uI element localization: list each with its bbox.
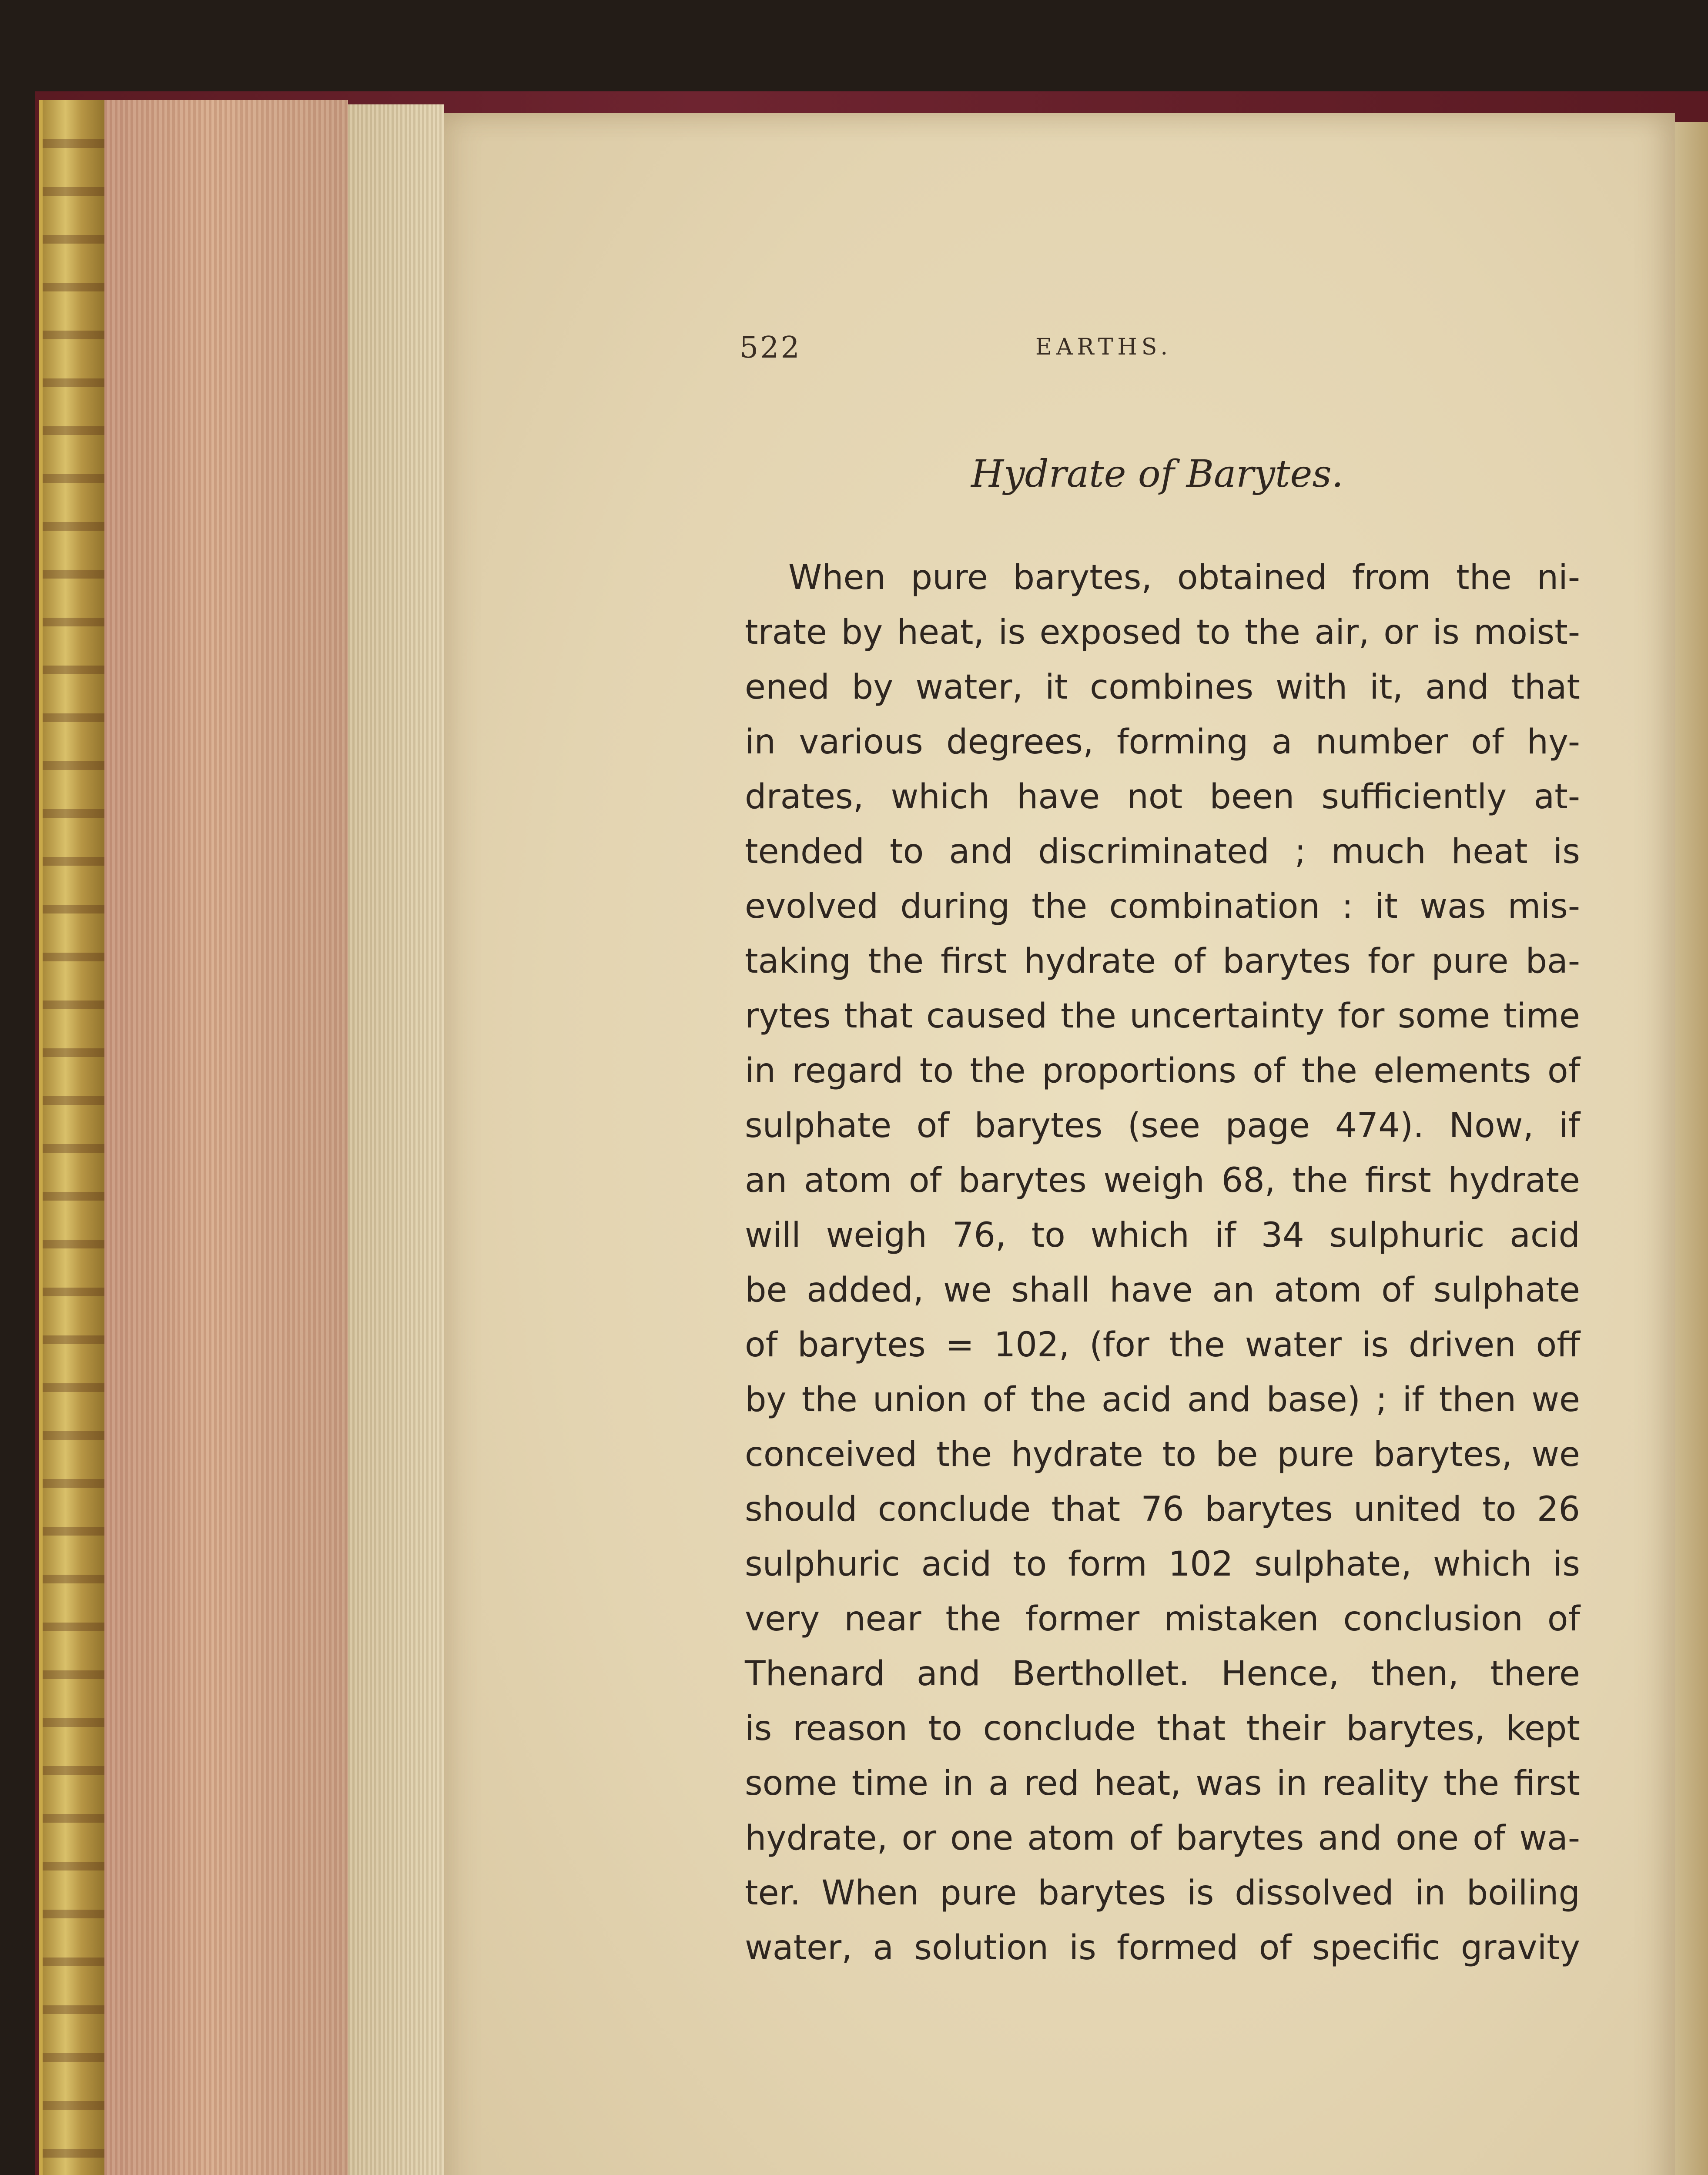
body-line: ened by water, it combines with it, and that bbox=[745, 668, 1580, 707]
body-line: is reason to conclude that their barytes, kept bbox=[745, 1709, 1580, 1748]
body-line: in various degrees, forming a number of hy- bbox=[745, 723, 1580, 762]
body-line: tended to and discriminated ; much heat is bbox=[745, 832, 1580, 871]
gilt-page-edge-decoration bbox=[39, 100, 108, 2175]
body-line: very near the former mistaken conclusion of bbox=[745, 1599, 1580, 1639]
body-line: Thenard and Berthollet. Hence, then, there bbox=[745, 1654, 1580, 1693]
running-head: EARTHS. bbox=[1035, 334, 1172, 360]
body-line: conceived the hydrate to be pure barytes, we bbox=[745, 1435, 1580, 1474]
page-block-edge bbox=[104, 100, 348, 2175]
body-line: by the union of the acid and base) ; if then we bbox=[745, 1380, 1580, 1419]
body-line: will weigh 76, to which if 34 sulphuric acid bbox=[745, 1216, 1580, 1255]
page-number: 522 bbox=[740, 331, 801, 365]
body-line: sulphuric acid to form 102 sulphate, which is bbox=[745, 1545, 1580, 1584]
body-line: some time in a red heat, was in reality the first bbox=[745, 1764, 1580, 1803]
body-line: should conclude that 76 barytes united to 26 bbox=[745, 1490, 1580, 1529]
body-line: hydrate, or one atom of barytes and one of wa- bbox=[745, 1819, 1580, 1858]
body-line: evolved during the combination : it was mis- bbox=[745, 887, 1580, 926]
page-header bbox=[740, 331, 1531, 383]
page-block-inner-edge bbox=[348, 104, 444, 2175]
body-line: water, a solution is formed of specific gravity bbox=[745, 1928, 1580, 1968]
body-line: be added, we shall have an atom of sulphate bbox=[745, 1271, 1580, 1310]
body-line: ter. When pure barytes is dissolved in boiling bbox=[745, 1874, 1580, 1913]
body-text bbox=[745, 550, 1580, 1975]
section-title: Hydrate of Barytes. bbox=[971, 452, 1343, 496]
body-line: drates, which have not been sufficiently at- bbox=[745, 777, 1580, 816]
body-line: trate by heat, is exposed to the air, or is moist- bbox=[745, 613, 1580, 652]
body-line: in regard to the proportions of the elements of bbox=[745, 1051, 1580, 1091]
body-line: an atom of barytes weigh 68, the first hydrate bbox=[745, 1161, 1580, 1200]
body-line: taking the first hydrate of barytes for pure ba- bbox=[745, 942, 1580, 981]
facing-page-edge bbox=[1675, 122, 1708, 2175]
body-line: of barytes = 102, (for the water is driven off bbox=[745, 1325, 1580, 1365]
body-line: rytes that caused the uncertainty for some time bbox=[745, 997, 1580, 1036]
body-line: When pure barytes, obtained from the ni- bbox=[788, 558, 1580, 597]
body-line: sulphate of barytes (see page 474). Now, if bbox=[745, 1106, 1580, 1145]
